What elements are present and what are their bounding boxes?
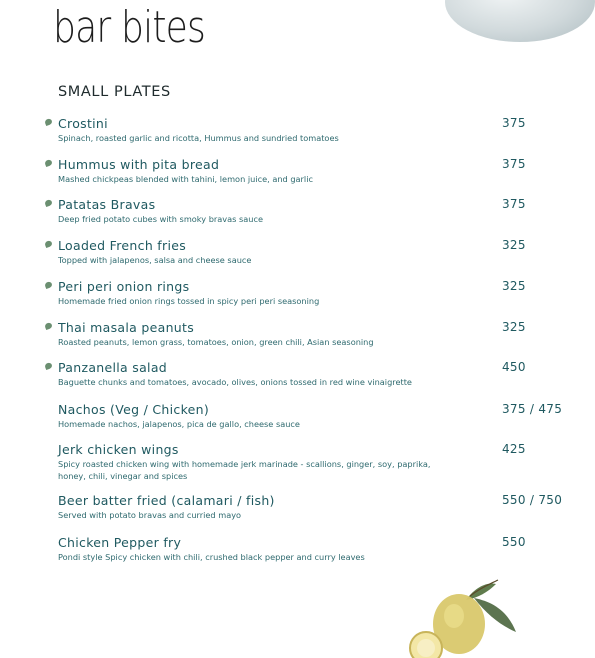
menu-item	[58, 535, 558, 563]
veg-leaf-icon	[44, 281, 53, 289]
item-description: Homemade nachos, jalapenos, pica de gallo, cheese sauce	[58, 419, 300, 429]
item-name: Jerk chicken wings	[58, 442, 179, 457]
veg-leaf-icon	[44, 199, 53, 207]
item-description: Roasted peanuts, lemon grass, tomatoes, onion, green chili, Asian seasoning	[58, 337, 374, 347]
menu-item	[58, 157, 558, 185]
item-price: 550	[502, 535, 526, 549]
item-description: Baguette chunks and tomatoes, avocado, olives, onions tossed in red wine vinaigrette	[58, 377, 412, 387]
item-price: 450	[502, 360, 526, 374]
item-name: Loaded French fries	[58, 238, 187, 253]
item-name: Panzanella salad	[58, 360, 168, 375]
veg-leaf-icon	[44, 322, 53, 330]
menu-item	[58, 402, 563, 430]
item-name: Beer batter fried (calamari / fish)	[58, 493, 275, 508]
item-description: Homemade fried onion rings tossed in spicy peri peri seasoning	[58, 296, 320, 306]
veg-leaf-icon	[44, 240, 53, 248]
item-description: Pondi style Spicy chicken with chili, crushed black pepper and curry leaves	[58, 552, 365, 562]
menu-item	[58, 279, 558, 307]
item-price: 550 / 750	[502, 493, 563, 507]
page-title: bar bites	[53, 2, 206, 53]
item-price: 375	[502, 157, 526, 171]
item-description: Mashed chickpeas blended with tahini, lemon juice, and garlic	[58, 174, 313, 184]
lemon-illustration	[404, 578, 534, 658]
item-name: Peri peri onion rings	[58, 279, 190, 294]
item-description: Deep fried potato cubes with smoky bravas sauce	[58, 214, 264, 224]
item-price: 375	[502, 197, 526, 211]
item-price: 325	[502, 320, 526, 334]
item-name: Thai masala peanuts	[58, 320, 195, 335]
menu-item	[58, 320, 558, 348]
item-description: Served with potato bravas and curried mayo	[58, 510, 242, 520]
item-price: 375	[502, 116, 526, 130]
menu-item	[58, 442, 558, 482]
veg-leaf-icon	[44, 362, 53, 370]
item-name: Crostini	[58, 116, 108, 131]
item-name: Patatas Bravas	[58, 197, 156, 212]
item-price: 425	[502, 442, 526, 456]
veg-leaf-icon	[44, 159, 53, 167]
menu-item	[58, 197, 558, 225]
section-heading: SMALL PLATES	[58, 84, 171, 100]
item-price: 325	[502, 279, 526, 293]
menu-item	[58, 238, 558, 266]
item-description: Spicy roasted chicken wing with homemade jerk marinade - scallions, ginger, soy, paprika, honey, chili, vinegar and spices	[58, 459, 431, 481]
item-description: Spinach, roasted garlic and ricotta, Hummus and sundried tomatoes	[58, 133, 339, 143]
item-name: Nachos (Veg / Chicken)	[58, 402, 210, 417]
item-description: Topped with jalapenos, salsa and cheese sauce	[58, 255, 252, 265]
veg-leaf-icon	[44, 118, 53, 126]
item-price: 375 / 475	[502, 402, 563, 416]
menu-item	[58, 116, 558, 144]
item-name: Chicken Pepper fry	[58, 535, 182, 550]
item-name: Hummus with pita bread	[58, 157, 220, 172]
watercolor-decoration	[445, 0, 595, 42]
item-price: 325	[502, 238, 526, 252]
menu-item	[58, 360, 558, 388]
menu-item	[58, 493, 563, 521]
